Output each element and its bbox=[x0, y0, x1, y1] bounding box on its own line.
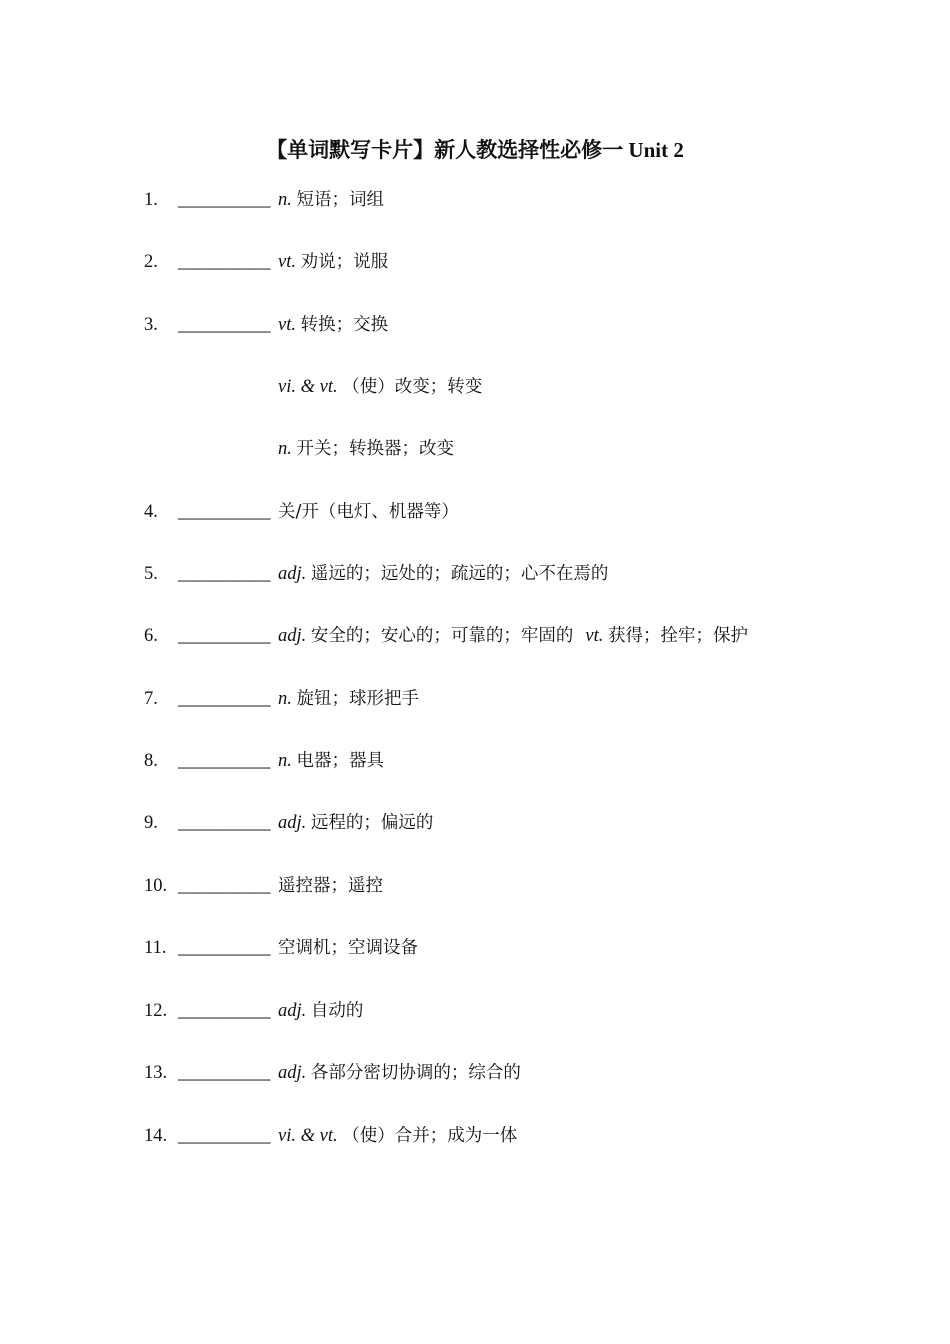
page-title: 【单词默写卡片】新人教选择性必修一 Unit 2 bbox=[266, 138, 684, 162]
meaning: （使）合并；成为一体 bbox=[342, 1126, 518, 1146]
vocab-item bbox=[0, 933, 950, 963]
meaning: 安全的；安心的；可靠的；牢固的 bbox=[310, 626, 574, 646]
meaning: 短语；词组 bbox=[296, 190, 384, 210]
definition bbox=[278, 808, 433, 838]
answer-blank: __________ bbox=[178, 813, 271, 833]
item-number: 2. bbox=[144, 252, 158, 272]
part-of-speech: adj. bbox=[278, 1063, 307, 1083]
answer-blank: __________ bbox=[178, 626, 271, 646]
definition bbox=[278, 996, 363, 1026]
item-number: 6. bbox=[144, 626, 158, 646]
vocab-item bbox=[0, 559, 950, 589]
definition bbox=[278, 871, 383, 901]
vocab-item bbox=[0, 684, 950, 714]
answer-blank: __________ bbox=[178, 252, 271, 272]
part-of-speech: adj. bbox=[278, 564, 307, 584]
answer-blank: __________ bbox=[178, 876, 271, 896]
definition bbox=[278, 621, 748, 651]
answer-blank: __________ bbox=[178, 564, 271, 584]
vocab-item bbox=[0, 996, 950, 1026]
meaning: 遥控器；遥控 bbox=[278, 876, 383, 896]
vocab-item bbox=[0, 310, 950, 340]
item-number: 11. bbox=[144, 938, 167, 958]
answer-blank: __________ bbox=[178, 315, 271, 335]
definition bbox=[278, 247, 388, 277]
definition bbox=[278, 372, 482, 402]
item-number: 5. bbox=[144, 564, 158, 584]
item-number: 7. bbox=[144, 689, 158, 709]
part-of-speech: vt. bbox=[278, 252, 296, 272]
item-number: 4. bbox=[144, 502, 158, 522]
part-of-speech: adj. bbox=[278, 1001, 307, 1021]
definition bbox=[278, 746, 384, 776]
vocab-item bbox=[0, 497, 950, 527]
answer-blank: __________ bbox=[178, 190, 271, 210]
part-of-speech: n. bbox=[278, 751, 292, 771]
vocab-item bbox=[0, 247, 950, 277]
item-number: 3. bbox=[144, 315, 158, 335]
part-of-speech: n. bbox=[278, 190, 292, 210]
definition bbox=[278, 1058, 521, 1088]
item-number: 8. bbox=[144, 751, 158, 771]
definition bbox=[278, 310, 388, 340]
definition bbox=[278, 684, 419, 714]
vocab-item bbox=[0, 621, 950, 651]
item-number: 12. bbox=[144, 1001, 168, 1021]
vocab-item bbox=[0, 1058, 950, 1088]
part-of-speech: vi. & vt. bbox=[278, 1126, 338, 1146]
item-number: 14. bbox=[144, 1126, 168, 1146]
meaning: 电器；器具 bbox=[296, 751, 384, 771]
meaning: 遥远的；远处的；疏远的；心不在焉的 bbox=[310, 564, 609, 584]
meaning: 各部分密切协调的；综合的 bbox=[310, 1063, 521, 1083]
item-number: 10. bbox=[144, 876, 168, 896]
meaning-secondary: 获得；拴牢；保护 bbox=[608, 626, 748, 646]
answer-blank: __________ bbox=[178, 502, 271, 522]
part-of-speech: vt. bbox=[278, 315, 296, 335]
meaning: 远程的；偏远的 bbox=[310, 813, 434, 833]
part-of-speech: n. bbox=[278, 689, 292, 709]
item-number: 9. bbox=[144, 813, 158, 833]
vocab-item bbox=[0, 1121, 950, 1151]
item-number: 1. bbox=[144, 190, 158, 210]
definition bbox=[278, 559, 608, 589]
vocab-item bbox=[0, 808, 950, 838]
part-of-speech: vi. & vt. bbox=[278, 377, 338, 397]
definition bbox=[278, 1121, 517, 1151]
vocab-item bbox=[0, 746, 950, 776]
meaning: 劝说；说服 bbox=[300, 252, 389, 272]
meaning: 空调机；空调设备 bbox=[278, 938, 418, 958]
definition bbox=[278, 933, 418, 963]
definition bbox=[278, 185, 384, 215]
part-of-speech: adj. bbox=[278, 813, 307, 833]
vocab-item-continuation bbox=[0, 372, 950, 402]
definition bbox=[278, 497, 459, 527]
meaning: 转换；交换 bbox=[300, 315, 389, 335]
answer-blank: __________ bbox=[178, 1063, 271, 1083]
vocab-item bbox=[0, 185, 950, 215]
item-number: 13. bbox=[144, 1063, 168, 1083]
part-of-speech-secondary: vt. bbox=[585, 626, 604, 646]
answer-blank: __________ bbox=[178, 938, 271, 958]
vocab-item bbox=[0, 871, 950, 901]
meaning: 自动的 bbox=[310, 1001, 364, 1021]
answer-blank: __________ bbox=[178, 1126, 271, 1146]
part-of-speech: n. bbox=[278, 439, 292, 459]
answer-blank: __________ bbox=[178, 1001, 271, 1021]
meaning: 开关；转换器；改变 bbox=[296, 439, 454, 459]
meaning: 关/开（电灯、机器等） bbox=[278, 502, 459, 522]
answer-blank: __________ bbox=[178, 689, 271, 709]
meaning: （使）改变；转变 bbox=[342, 377, 483, 397]
vocab-item-continuation bbox=[0, 434, 950, 464]
part-of-speech: adj. bbox=[278, 626, 307, 646]
definition bbox=[278, 434, 454, 464]
answer-blank: __________ bbox=[178, 751, 271, 771]
meaning: 旋钮；球形把手 bbox=[296, 689, 419, 709]
